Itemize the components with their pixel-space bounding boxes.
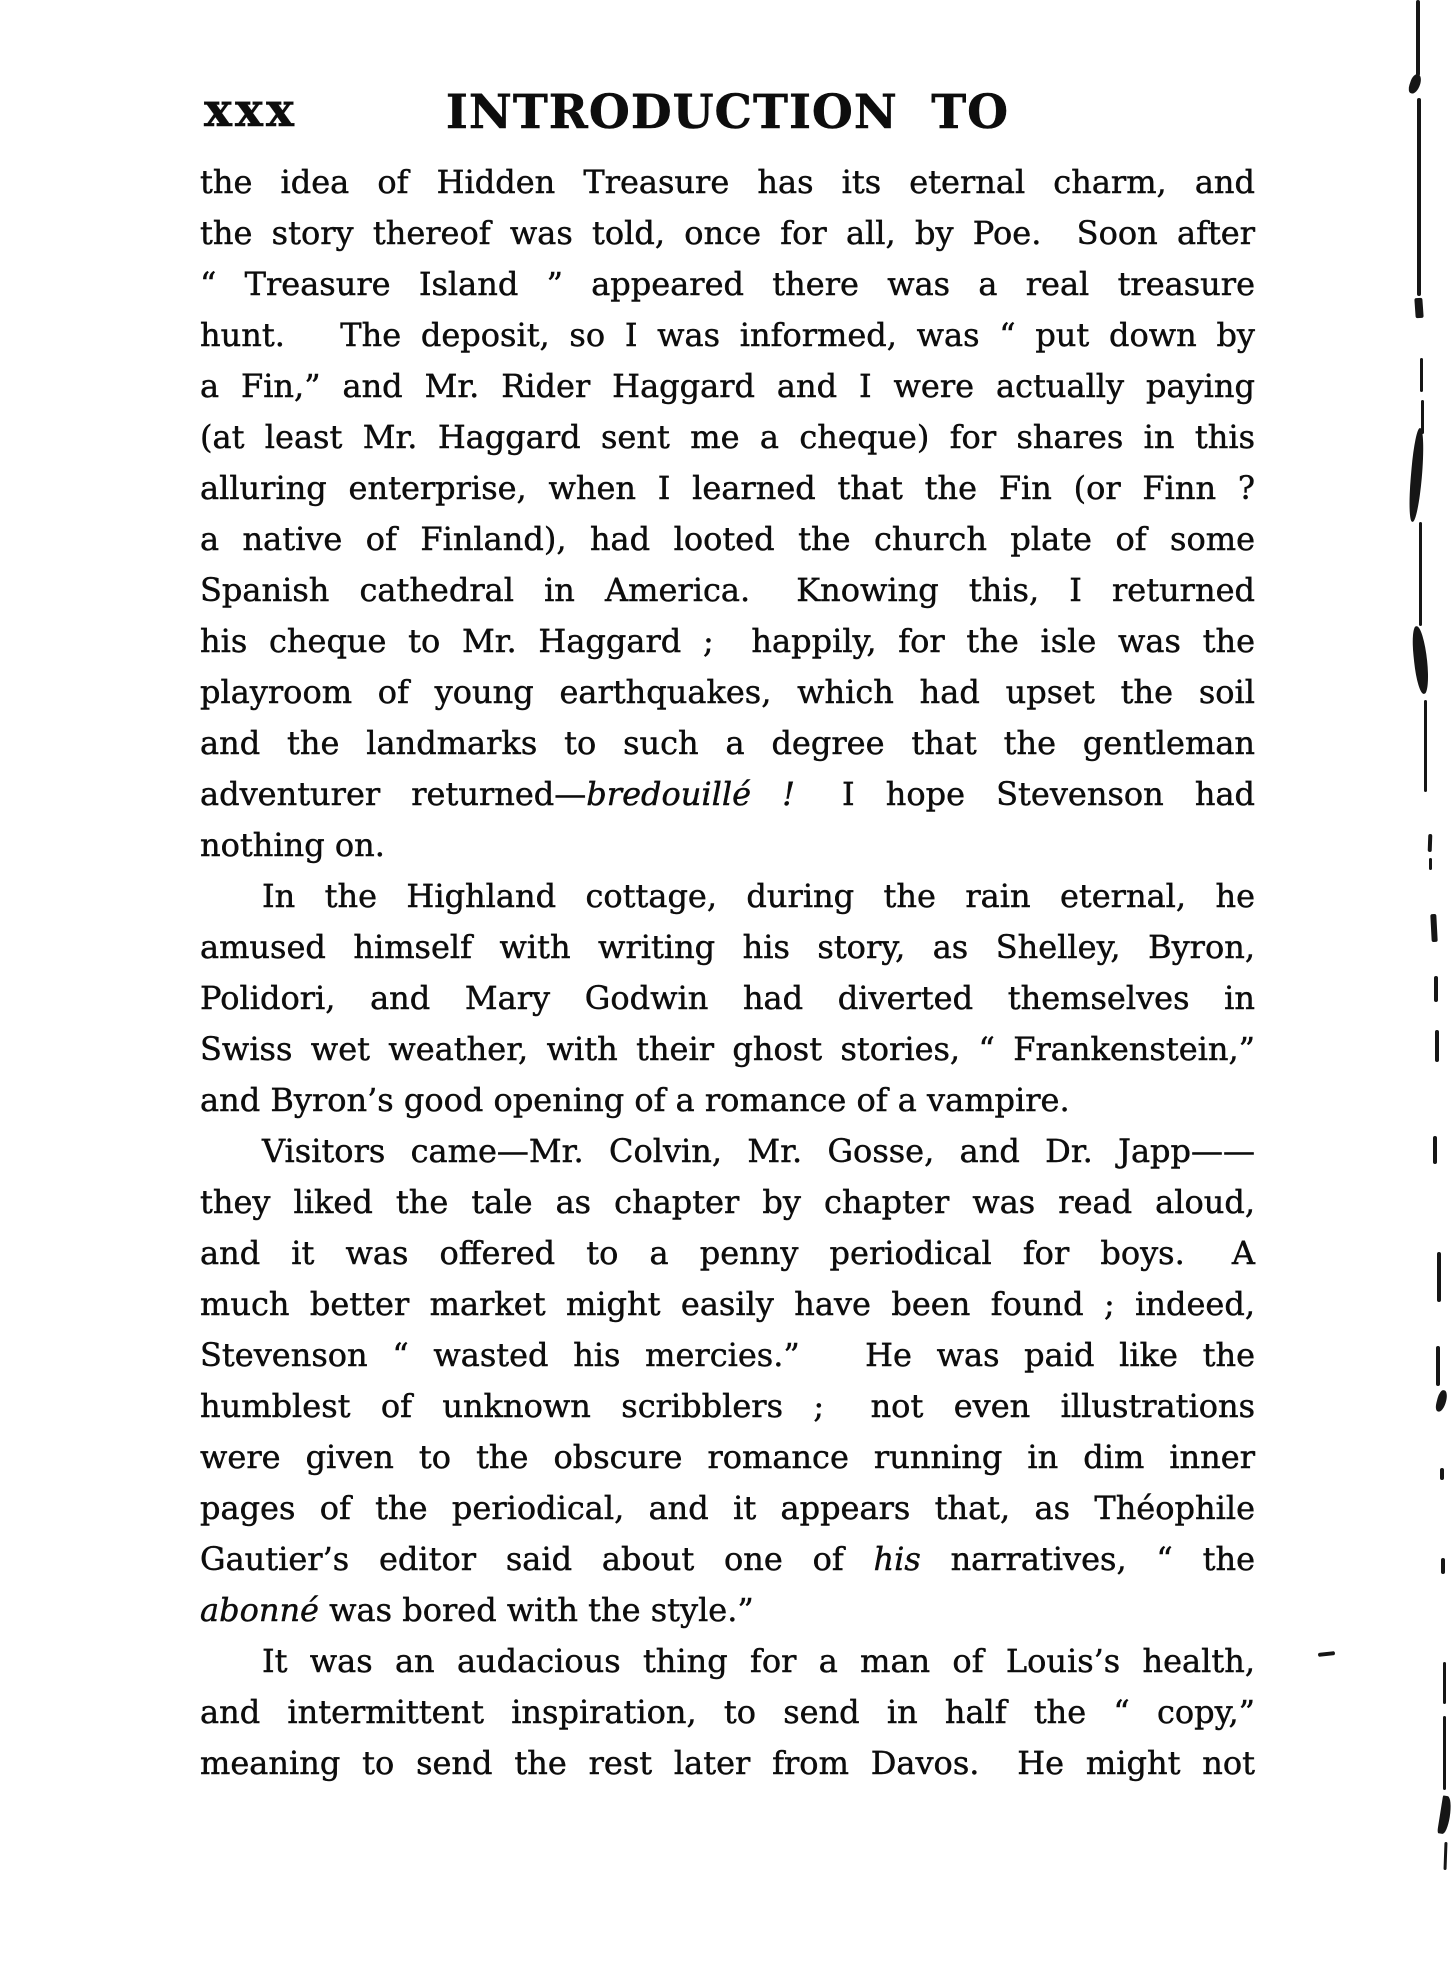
text-line [200, 1075, 1255, 1126]
scan-artifact [1318, 1651, 1335, 1657]
text-segment: “ Treasure Island ” appeared there was a real treasure [200, 265, 1255, 303]
text-line [200, 310, 1255, 361]
scan-artifact [1410, 626, 1430, 695]
text-segment: and the landmarks to such a degree that the gentleman [200, 724, 1255, 762]
text-line [200, 463, 1255, 514]
scan-artifact [1430, 914, 1437, 942]
text-segment: alluring enterprise, when I learned that the Fin (or Finn ? [200, 469, 1255, 507]
text-segment: his [873, 1540, 921, 1578]
scan-artifact [1433, 1136, 1437, 1164]
text-line [200, 1432, 1255, 1483]
text-line [200, 1330, 1255, 1381]
text-line [200, 1177, 1255, 1228]
text-segment: and it was offered to a penny periodical for boys. A [200, 1234, 1255, 1272]
text-segment: amused himself with writing his story, as Shelley, Byron, [200, 928, 1255, 966]
text-line [200, 667, 1255, 718]
text-line [200, 1381, 1255, 1432]
scan-artifact [1429, 858, 1432, 870]
scan-artifact [1407, 428, 1426, 523]
scan-artifact [1440, 1468, 1444, 1480]
scan-artifact [1437, 1252, 1441, 1302]
text-line [200, 361, 1255, 412]
text-segment: they liked the tale as chapter by chapter was read aloud, [200, 1183, 1255, 1221]
text-line [200, 922, 1255, 973]
text-segment: much better market might easily have been found ; indeed, [200, 1285, 1255, 1323]
text-segment: the story thereof was told, once for all, by Poe. Soon after [200, 214, 1255, 252]
scan-artifact [1419, 522, 1422, 626]
text-segment: It was an audacious thing for a man of Louis’s health, [262, 1642, 1255, 1680]
text-line [200, 1687, 1255, 1738]
scan-artifact [1424, 700, 1427, 792]
text-line [200, 718, 1255, 769]
text-segment: a native of Finland), had looted the church plate of some [200, 520, 1255, 558]
text-segment: was bored with the style.” [318, 1591, 754, 1629]
text-segment: were given to the obscure romance running in dim inner [200, 1438, 1255, 1476]
text-segment: humblest of unknown scribblers ; not even illustrations [200, 1387, 1255, 1425]
text-segment: (at least Mr. Haggard sent me a cheque) for shares in this [200, 418, 1255, 456]
text-segment: Gautier’s editor said about one of [200, 1540, 874, 1578]
scan-artifact [1443, 1716, 1446, 1790]
running-title: INTRODUCTION TO [445, 85, 1010, 140]
text-line [200, 820, 1255, 871]
scan-artifact [1435, 1030, 1439, 1062]
paragraph [200, 157, 1255, 871]
running-head [200, 76, 1255, 140]
text-line [200, 616, 1255, 667]
text-segment: adventurer returned— [200, 775, 587, 813]
text-segment: Swiss wet weather, with their ghost stories, “ Frankenstein,” [200, 1030, 1255, 1068]
text-segment: In the Highland cottage, during the rain eternal, he [262, 877, 1255, 915]
scan-artifact [1444, 1842, 1448, 1870]
scan-artifact [1416, 0, 1420, 76]
scan-artifact [1436, 1346, 1440, 1386]
text-line [200, 1279, 1255, 1330]
paragraph [200, 1126, 1255, 1636]
text-segment: and intermittent inspiration, to send in half the “ copy,” [200, 1693, 1255, 1731]
paragraph [200, 871, 1255, 1126]
text-segment: nothing on. [200, 826, 385, 864]
text-segment: Polidori, and Mary Godwin had diverted themselves in [200, 979, 1255, 1017]
text-line [200, 973, 1255, 1024]
text-line [200, 259, 1255, 310]
text-line [200, 412, 1255, 463]
text-segment: a Fin,” and Mr. Rider Haggard and I were actually paying [200, 367, 1255, 405]
text-segment: playroom of young earthquakes, which had upset the soil [200, 673, 1255, 711]
text-line [200, 769, 1255, 820]
scan-artifact [1437, 1795, 1453, 1834]
text-segment: narratives, “ the [920, 1540, 1256, 1578]
scan-artifact [1414, 298, 1423, 319]
text-segment: the idea of Hidden Treasure has its eternal charm, and [200, 163, 1255, 201]
page-number: xxx [204, 83, 298, 138]
scan-artifact [1434, 976, 1438, 1002]
text-segment: his cheque to Mr. Haggard ; happily, for the isle was the [200, 622, 1255, 660]
text-segment: Spanish cathedral in America. Knowing this, I returned [200, 571, 1255, 609]
text-line [200, 1024, 1255, 1075]
scan-artifact [1420, 358, 1423, 392]
text-segment: pages of the periodical, and it appears that, as Théophile [200, 1489, 1255, 1527]
scan-artifact [1428, 834, 1433, 852]
text-line [200, 565, 1255, 616]
text-line [200, 1483, 1255, 1534]
scan-artifact [1434, 1389, 1448, 1413]
text-line [200, 157, 1255, 208]
text-line [200, 1228, 1255, 1279]
scan-artifact [1441, 1558, 1445, 1574]
scan-artifact [1443, 1662, 1446, 1704]
scan-artifact [1407, 73, 1423, 95]
text-line [200, 871, 1255, 922]
text-line [200, 1738, 1255, 1789]
text-block [200, 157, 1255, 1789]
text-segment: Visitors came—Mr. Colvin, Mr. Gosse, and Dr. Japp—— [262, 1132, 1255, 1170]
text-line [200, 1636, 1255, 1687]
paragraph [200, 1636, 1255, 1789]
text-line [200, 1534, 1255, 1585]
text-segment: Stevenson “ wasted his mercies.” He was paid like the [200, 1336, 1255, 1374]
text-segment: meaning to send the rest later from Davos. He might not [200, 1744, 1255, 1782]
text-segment: hunt. The deposit, so I was informed, was “ put down by [200, 316, 1255, 354]
text-segment: bredouillé ! [586, 775, 795, 813]
text-line [200, 1126, 1255, 1177]
text-segment: abonné [200, 1591, 319, 1629]
text-line [200, 208, 1255, 259]
text-line [200, 514, 1255, 565]
scan-artifact [1421, 400, 1424, 434]
text-line [200, 1585, 1255, 1636]
text-segment: and Byron’s good opening of a romance of a vampire. [200, 1081, 1070, 1119]
text-segment: I hope Stevenson had [794, 775, 1256, 813]
scan-artifact [1417, 98, 1421, 296]
